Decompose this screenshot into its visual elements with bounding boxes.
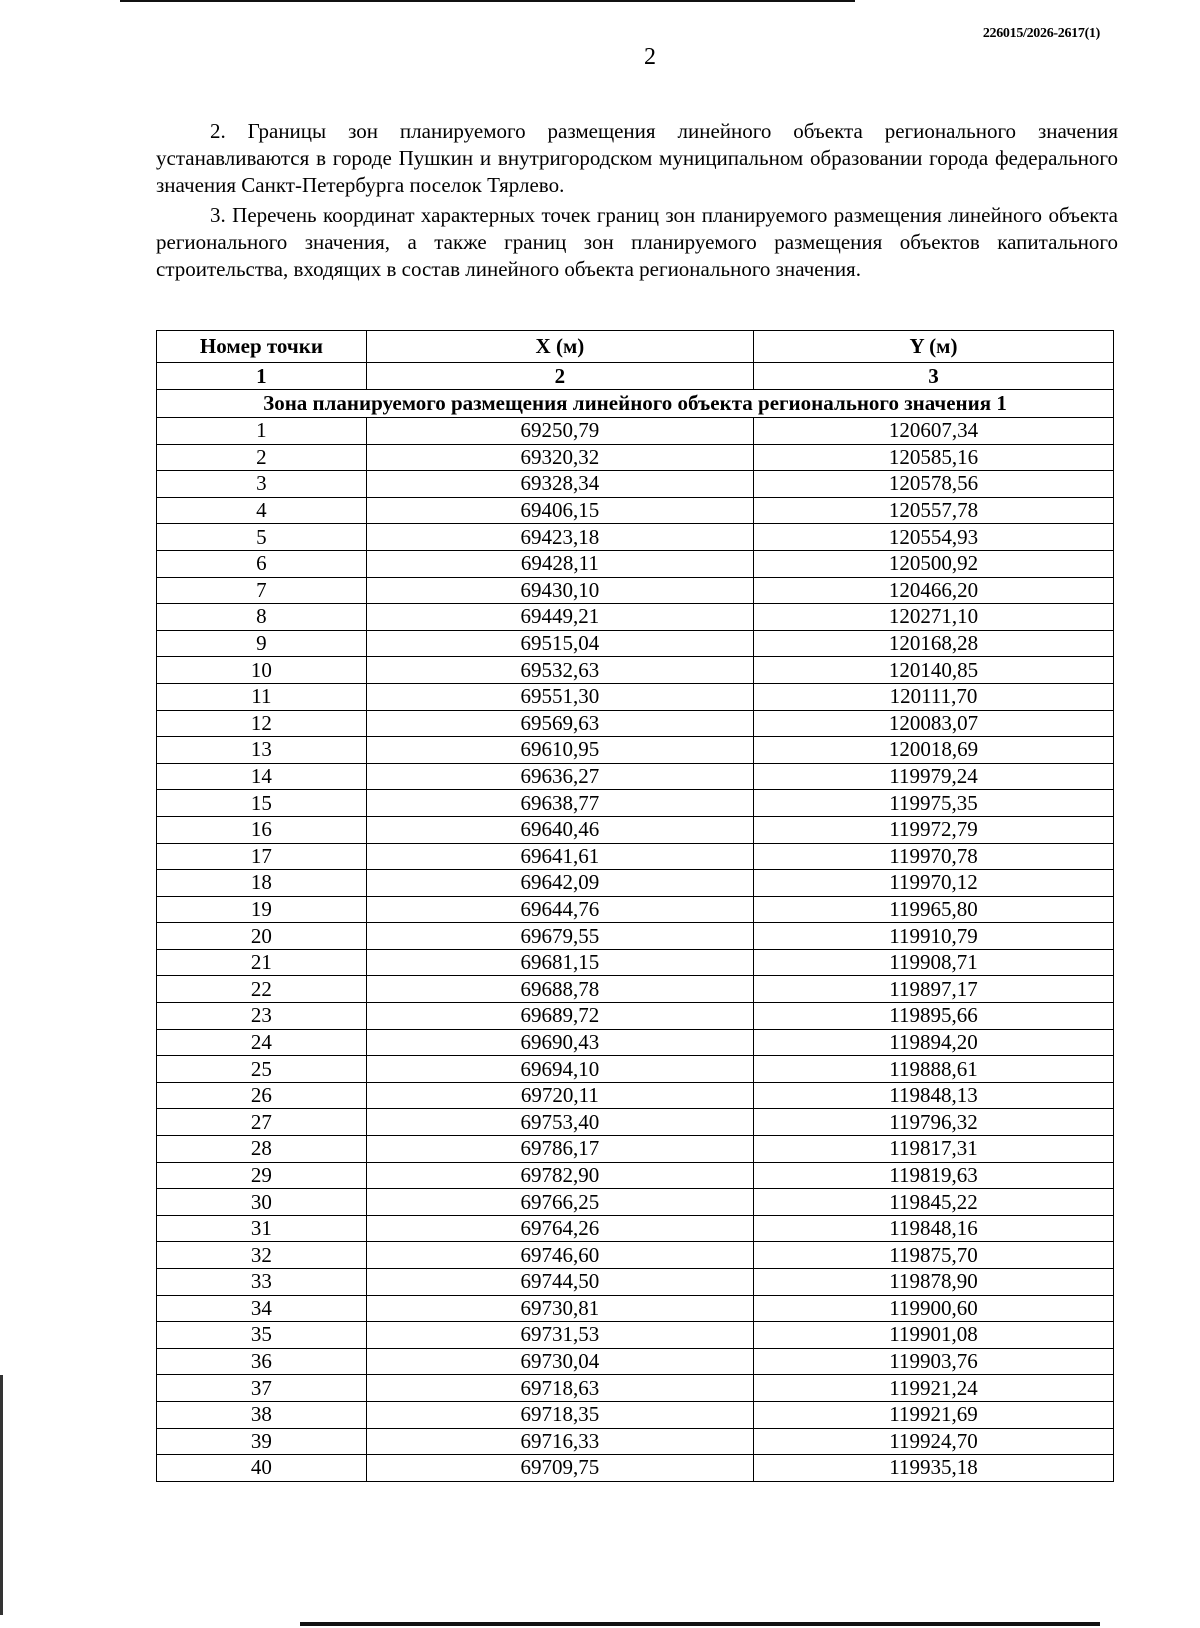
- column-number: 2: [366, 363, 753, 390]
- x-coordinate-cell: 69720,11: [366, 1082, 753, 1109]
- table-row: [157, 1029, 1114, 1056]
- y-coordinate-cell: 120111,70: [753, 683, 1113, 710]
- point-number-cell: 10: [157, 657, 367, 684]
- point-number-cell: 16: [157, 816, 367, 843]
- x-coordinate-cell: 69718,35: [366, 1401, 753, 1428]
- x-coordinate-cell: 69569,63: [366, 710, 753, 737]
- table-row: [157, 471, 1114, 498]
- table-row: [157, 1348, 1114, 1375]
- y-coordinate-cell: 119875,70: [753, 1242, 1113, 1269]
- y-coordinate-cell: 119848,16: [753, 1215, 1113, 1242]
- point-number-cell: 29: [157, 1162, 367, 1189]
- y-coordinate-cell: 119970,78: [753, 843, 1113, 870]
- x-coordinate-cell: 69250,79: [366, 418, 753, 445]
- table-row: [157, 577, 1114, 604]
- y-coordinate-cell: 119845,22: [753, 1189, 1113, 1216]
- paragraph-2: 2. Границы зон планируемого размещения линейного объекта регионального значения устанавливаются в городе Пушкин и внутригородском муниципальном образовании города федерального значения Санкт-Петербурга поселок Тярлево.: [156, 119, 1118, 197]
- x-coordinate-cell: 69406,15: [366, 497, 753, 524]
- x-coordinate-cell: 69430,10: [366, 577, 753, 604]
- bottom-scan-border: [300, 1622, 1100, 1626]
- x-coordinate-cell: 69679,55: [366, 923, 753, 950]
- y-coordinate-cell: 119972,79: [753, 816, 1113, 843]
- table-row: [157, 657, 1114, 684]
- y-coordinate-cell: 119935,18: [753, 1455, 1113, 1482]
- point-number-cell: 27: [157, 1109, 367, 1136]
- x-coordinate-cell: 69689,72: [366, 1003, 753, 1030]
- x-coordinate-cell: 69642,09: [366, 870, 753, 897]
- x-coordinate-cell: 69744,50: [366, 1269, 753, 1296]
- table-header-row: [157, 331, 1114, 363]
- point-number-cell: 34: [157, 1295, 367, 1322]
- table-row: [157, 550, 1114, 577]
- x-coordinate-cell: 69428,11: [366, 550, 753, 577]
- x-coordinate-cell: 69786,17: [366, 1136, 753, 1163]
- table-row: [157, 1109, 1114, 1136]
- header-point-number: Номер точки: [157, 331, 367, 363]
- table-row: [157, 949, 1114, 976]
- x-coordinate-cell: 69731,53: [366, 1322, 753, 1349]
- y-coordinate-cell: 119979,24: [753, 763, 1113, 790]
- y-coordinate-cell: 119908,71: [753, 949, 1113, 976]
- y-coordinate-cell: 120607,34: [753, 418, 1113, 445]
- table-row: [157, 1401, 1114, 1428]
- x-coordinate-cell: 69681,15: [366, 949, 753, 976]
- point-number-cell: 17: [157, 843, 367, 870]
- x-coordinate-cell: 69644,76: [366, 896, 753, 923]
- table-row: [157, 976, 1114, 1003]
- point-number-cell: 20: [157, 923, 367, 950]
- y-coordinate-cell: 120554,93: [753, 524, 1113, 551]
- x-coordinate-cell: 69766,25: [366, 1189, 753, 1216]
- y-coordinate-cell: 119817,31: [753, 1136, 1113, 1163]
- y-coordinate-cell: 119910,79: [753, 923, 1113, 950]
- x-coordinate-cell: 69753,40: [366, 1109, 753, 1136]
- x-coordinate-cell: 69694,10: [366, 1056, 753, 1083]
- coordinates-table: [156, 330, 1114, 1482]
- x-coordinate-cell: 69730,81: [366, 1295, 753, 1322]
- y-coordinate-cell: 119848,13: [753, 1082, 1113, 1109]
- point-number-cell: 33: [157, 1269, 367, 1296]
- point-number-cell: 24: [157, 1029, 367, 1056]
- point-number-cell: 40: [157, 1455, 367, 1482]
- y-coordinate-cell: 119796,32: [753, 1109, 1113, 1136]
- y-coordinate-cell: 120466,20: [753, 577, 1113, 604]
- x-coordinate-cell: 69638,77: [366, 790, 753, 817]
- table-row: [157, 870, 1114, 897]
- x-coordinate-cell: 69782,90: [366, 1162, 753, 1189]
- y-coordinate-cell: 120140,85: [753, 657, 1113, 684]
- table-row: [157, 1003, 1114, 1030]
- x-coordinate-cell: 69328,34: [366, 471, 753, 498]
- table-row: [157, 604, 1114, 631]
- table-row: [157, 1162, 1114, 1189]
- point-number-cell: 13: [157, 737, 367, 764]
- y-coordinate-cell: 120018,69: [753, 737, 1113, 764]
- x-coordinate-cell: 69764,26: [366, 1215, 753, 1242]
- table-row: [157, 683, 1114, 710]
- x-coordinate-cell: 69641,61: [366, 843, 753, 870]
- left-scan-mark: [0, 1375, 3, 1615]
- table-row: [157, 1215, 1114, 1242]
- y-coordinate-cell: 119895,66: [753, 1003, 1113, 1030]
- x-coordinate-cell: 69690,43: [366, 1029, 753, 1056]
- y-coordinate-cell: 120578,56: [753, 471, 1113, 498]
- point-number-cell: 1: [157, 418, 367, 445]
- point-number-cell: 11: [157, 683, 367, 710]
- table-row: [157, 737, 1114, 764]
- column-number: 1: [157, 363, 367, 390]
- y-coordinate-cell: 120585,16: [753, 444, 1113, 471]
- y-coordinate-cell: 119924,70: [753, 1428, 1113, 1455]
- point-number-cell: 19: [157, 896, 367, 923]
- y-coordinate-cell: 119903,76: [753, 1348, 1113, 1375]
- point-number-cell: 8: [157, 604, 367, 631]
- point-number-cell: 35: [157, 1322, 367, 1349]
- x-coordinate-cell: 69718,63: [366, 1375, 753, 1402]
- y-coordinate-cell: 119921,69: [753, 1401, 1113, 1428]
- document-number: 226015/2026-2617(1): [982, 26, 1100, 41]
- header-x: X (м): [366, 331, 753, 363]
- point-number-cell: 38: [157, 1401, 367, 1428]
- y-coordinate-cell: 120557,78: [753, 497, 1113, 524]
- table-row: [157, 1056, 1114, 1083]
- table-row: [157, 524, 1114, 551]
- point-number-cell: 31: [157, 1215, 367, 1242]
- point-number-cell: 32: [157, 1242, 367, 1269]
- table-row: [157, 418, 1114, 445]
- point-number-cell: 15: [157, 790, 367, 817]
- zone-title-row: [157, 390, 1114, 418]
- table-row: [157, 1189, 1114, 1216]
- x-coordinate-cell: 69688,78: [366, 976, 753, 1003]
- body-text: [156, 118, 1118, 286]
- point-number-cell: 6: [157, 550, 367, 577]
- y-coordinate-cell: 120083,07: [753, 710, 1113, 737]
- x-coordinate-cell: 69709,75: [366, 1455, 753, 1482]
- y-coordinate-cell: 120500,92: [753, 550, 1113, 577]
- table-row: [157, 710, 1114, 737]
- point-number-cell: 39: [157, 1428, 367, 1455]
- x-coordinate-cell: 69551,30: [366, 683, 753, 710]
- point-number-cell: 2: [157, 444, 367, 471]
- table-row: [157, 444, 1114, 471]
- zone-title: Зона планируемого размещения линейного объекта регионального значения 1: [157, 390, 1114, 418]
- table-row: [157, 630, 1114, 657]
- y-coordinate-cell: 119901,08: [753, 1322, 1113, 1349]
- table-row: [157, 1269, 1114, 1296]
- x-coordinate-cell: 69423,18: [366, 524, 753, 551]
- y-coordinate-cell: 119897,17: [753, 976, 1113, 1003]
- table-row: [157, 1295, 1114, 1322]
- point-number-cell: 22: [157, 976, 367, 1003]
- point-number-cell: 37: [157, 1375, 367, 1402]
- point-number-cell: 18: [157, 870, 367, 897]
- table-row: [157, 923, 1114, 950]
- point-number-cell: 5: [157, 524, 367, 551]
- column-number: 3: [753, 363, 1113, 390]
- y-coordinate-cell: 119894,20: [753, 1029, 1113, 1056]
- point-number-cell: 30: [157, 1189, 367, 1216]
- x-coordinate-cell: 69449,21: [366, 604, 753, 631]
- point-number-cell: 4: [157, 497, 367, 524]
- y-coordinate-cell: 119965,80: [753, 896, 1113, 923]
- table-row: [157, 1136, 1114, 1163]
- y-coordinate-cell: 119921,24: [753, 1375, 1113, 1402]
- x-coordinate-cell: 69320,32: [366, 444, 753, 471]
- y-coordinate-cell: 120168,28: [753, 630, 1113, 657]
- point-number-cell: 28: [157, 1136, 367, 1163]
- point-number-cell: 25: [157, 1056, 367, 1083]
- table-row: [157, 1082, 1114, 1109]
- y-coordinate-cell: 119970,12: [753, 870, 1113, 897]
- page-number: 2: [644, 44, 656, 70]
- y-coordinate-cell: 119888,61: [753, 1056, 1113, 1083]
- x-coordinate-cell: 69640,46: [366, 816, 753, 843]
- point-number-cell: 26: [157, 1082, 367, 1109]
- x-coordinate-cell: 69515,04: [366, 630, 753, 657]
- point-number-cell: 14: [157, 763, 367, 790]
- x-coordinate-cell: 69610,95: [366, 737, 753, 764]
- point-number-cell: 9: [157, 630, 367, 657]
- header-y: Y (м): [753, 331, 1113, 363]
- x-coordinate-cell: 69636,27: [366, 763, 753, 790]
- x-coordinate-cell: 69746,60: [366, 1242, 753, 1269]
- y-coordinate-cell: 119878,90: [753, 1269, 1113, 1296]
- point-number-cell: 12: [157, 710, 367, 737]
- table-row: [157, 1322, 1114, 1349]
- point-number-cell: 23: [157, 1003, 367, 1030]
- table-row: [157, 1455, 1114, 1482]
- table-row: [157, 1242, 1114, 1269]
- point-number-cell: 3: [157, 471, 367, 498]
- table-row: [157, 896, 1114, 923]
- table-row: [157, 763, 1114, 790]
- table-row: [157, 816, 1114, 843]
- table-row: [157, 790, 1114, 817]
- point-number-cell: 36: [157, 1348, 367, 1375]
- y-coordinate-cell: 119900,60: [753, 1295, 1113, 1322]
- column-number-row: [157, 363, 1114, 390]
- table-row: [157, 1375, 1114, 1402]
- table-row: [157, 1428, 1114, 1455]
- top-scan-border: [120, 0, 855, 2]
- point-number-cell: 21: [157, 949, 367, 976]
- y-coordinate-cell: 119975,35: [753, 790, 1113, 817]
- paragraph-3: 3. Перечень координат характерных точек границ зон планируемого размещения линейного объекта регионального значения, а также границ зон планируемого размещения объектов капитального строительства, входящих в состав линейного объекта регионального значения.: [156, 203, 1118, 281]
- y-coordinate-cell: 119819,63: [753, 1162, 1113, 1189]
- x-coordinate-cell: 69716,33: [366, 1428, 753, 1455]
- table-row: [157, 843, 1114, 870]
- x-coordinate-cell: 69532,63: [366, 657, 753, 684]
- table-row: [157, 497, 1114, 524]
- x-coordinate-cell: 69730,04: [366, 1348, 753, 1375]
- point-number-cell: 7: [157, 577, 367, 604]
- y-coordinate-cell: 120271,10: [753, 604, 1113, 631]
